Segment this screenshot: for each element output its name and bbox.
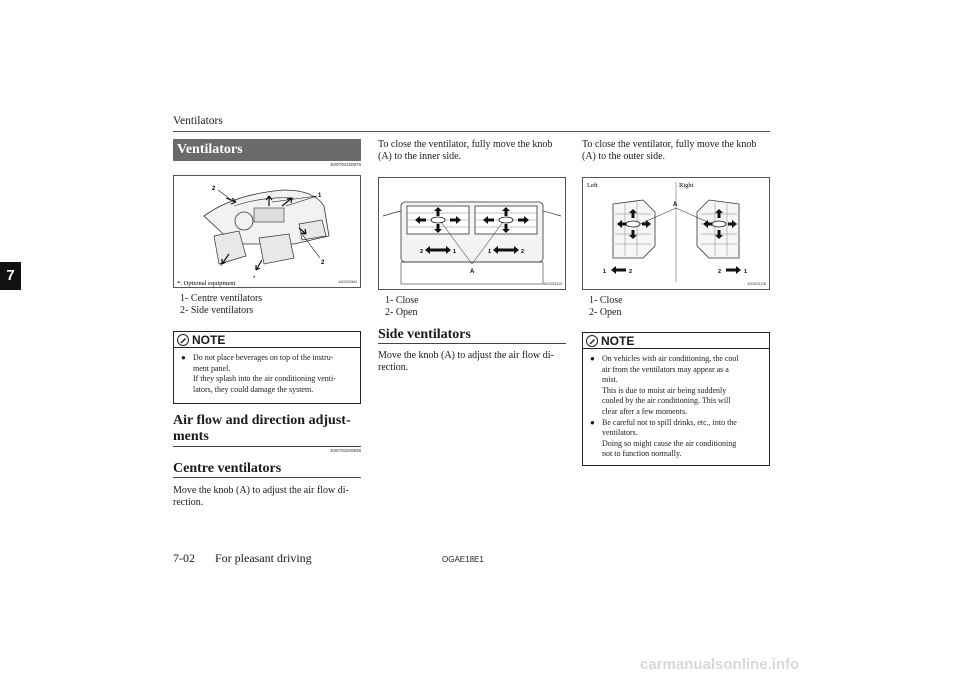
label-2-right: 2 xyxy=(521,249,525,255)
header-rule xyxy=(173,131,770,132)
body-line: To close the ventilator, fully move the knob xyxy=(582,139,757,150)
body-line: To close the ventilator, fully move the knob xyxy=(378,139,553,150)
label-2-left: 2 xyxy=(420,249,424,255)
middle-intro-text xyxy=(378,139,566,164)
list-item: 1- Centre ventilators xyxy=(180,293,263,304)
label-1-right: 1 xyxy=(744,269,748,275)
note-line: not to function normally. xyxy=(602,449,682,459)
running-header-title: Ventilators xyxy=(173,115,223,127)
note-line: On vehicles with air conditioning, the cool xyxy=(602,354,739,363)
callout-2-right: 2 xyxy=(321,260,325,266)
heading-rule xyxy=(173,446,361,447)
centre-vent-figure xyxy=(378,177,566,290)
heading-code: E00700200938 xyxy=(330,448,361,453)
optional-equipment-note: *: Optional equipment xyxy=(177,280,236,287)
heading-line: ments xyxy=(173,429,209,444)
note-label: NOTE xyxy=(601,333,635,348)
note-line: cooled by the air conditioning. This will xyxy=(602,396,731,406)
body-line: (A) to the outer side. xyxy=(582,151,666,163)
heading-line: Air flow and direction adjust- xyxy=(173,413,351,428)
figure-code: AG0023113 xyxy=(543,282,562,286)
side-body-text xyxy=(378,350,566,375)
list-item: 2- Open xyxy=(589,307,622,318)
figure-legend-list xyxy=(385,295,419,319)
note-box xyxy=(173,331,361,404)
heading-rule xyxy=(173,477,361,478)
label-left: Left xyxy=(587,182,598,189)
note-line: Doing so might cause the air conditioning xyxy=(602,438,737,448)
label-a: A xyxy=(673,202,678,208)
label-right: Right xyxy=(679,182,694,189)
bullet-icon: ● xyxy=(181,353,186,362)
page-footer xyxy=(173,551,312,566)
centre-body-text xyxy=(173,485,361,510)
centre-vent-illustration xyxy=(379,178,565,289)
document-code: OGAE18E1 xyxy=(442,555,484,564)
bullet-icon: ● xyxy=(590,354,595,363)
label-2-left: 2 xyxy=(629,269,633,275)
note-line: air from the ventilators may appear as a xyxy=(602,364,729,374)
note-line: lators, they could damage the system. xyxy=(193,384,314,394)
dashboard-illustration xyxy=(174,176,360,287)
heading-air-flow xyxy=(173,413,361,445)
label-a: A xyxy=(470,269,475,275)
note-line: Do not place beverages on top of the instru- xyxy=(193,353,334,362)
note-bullet xyxy=(181,353,354,395)
note-line: ventilators. xyxy=(602,428,638,438)
watermark: carmanualsonline.info xyxy=(640,656,800,673)
label-2-right: 2 xyxy=(718,269,722,275)
footer-section-name: For pleasant driving xyxy=(215,551,312,565)
chapter-tab: 7 xyxy=(0,262,21,290)
list-item: 2- Side ventilators xyxy=(180,305,254,316)
dashboard-figure xyxy=(173,175,361,288)
body-line: rection. xyxy=(378,362,409,374)
note-bullet xyxy=(590,418,763,460)
note-box xyxy=(582,332,770,466)
page-number: 7-02 xyxy=(173,551,195,565)
note-line: This is due to moist air being suddenly xyxy=(602,385,727,395)
side-vent-figure xyxy=(582,177,770,290)
note-label: NOTE xyxy=(192,332,226,347)
pencil-note-icon xyxy=(177,334,189,346)
label-1-right: 1 xyxy=(488,249,492,255)
list-item: 1- Close xyxy=(589,295,623,306)
note-header xyxy=(174,332,360,348)
note-line: clear after a few moments. xyxy=(602,406,688,416)
section-title-bar: Ventilators xyxy=(173,139,361,161)
body-line: Move the knob (A) to adjust the air flow di- xyxy=(378,350,554,361)
list-item: 1- Close xyxy=(385,295,419,306)
figure-code: AG0023364 xyxy=(338,280,357,284)
heading-centre-ventilators: Centre ventilators xyxy=(173,461,282,476)
body-line: rection. xyxy=(173,497,204,509)
body-line: Move the knob (A) to adjust the air flow di- xyxy=(173,485,349,496)
note-line: Be careful not to spill drinks, etc., into the xyxy=(602,417,737,427)
figure-code: AG0023128 xyxy=(747,282,766,286)
callout-1: 1 xyxy=(318,193,322,199)
callout-2-top: 2 xyxy=(212,186,216,192)
note-bullet xyxy=(590,354,763,418)
note-header xyxy=(583,333,769,349)
bullet-icon: ● xyxy=(590,417,595,427)
pencil-note-icon xyxy=(586,335,598,347)
note-line: ment panel. xyxy=(193,363,231,373)
right-intro-text xyxy=(582,139,770,164)
figure-legend-list xyxy=(589,295,623,319)
figure-legend-list xyxy=(180,293,262,317)
list-item: 2- Open xyxy=(385,307,418,318)
label-1-left: 1 xyxy=(603,269,607,275)
section-code: E00700100878 xyxy=(330,162,361,167)
side-vent-illustration xyxy=(583,178,769,289)
star-mark-2: * xyxy=(253,276,256,282)
note-line: mist. xyxy=(602,375,618,385)
label-1-left: 1 xyxy=(453,249,457,255)
heading-rule xyxy=(378,343,566,344)
note-line: If they splash into the air conditioning venti- xyxy=(193,374,336,384)
body-line: (A) to the inner side. xyxy=(378,151,462,163)
heading-side-ventilators: Side ventilators xyxy=(378,327,471,342)
star-mark-1: * xyxy=(220,264,223,270)
